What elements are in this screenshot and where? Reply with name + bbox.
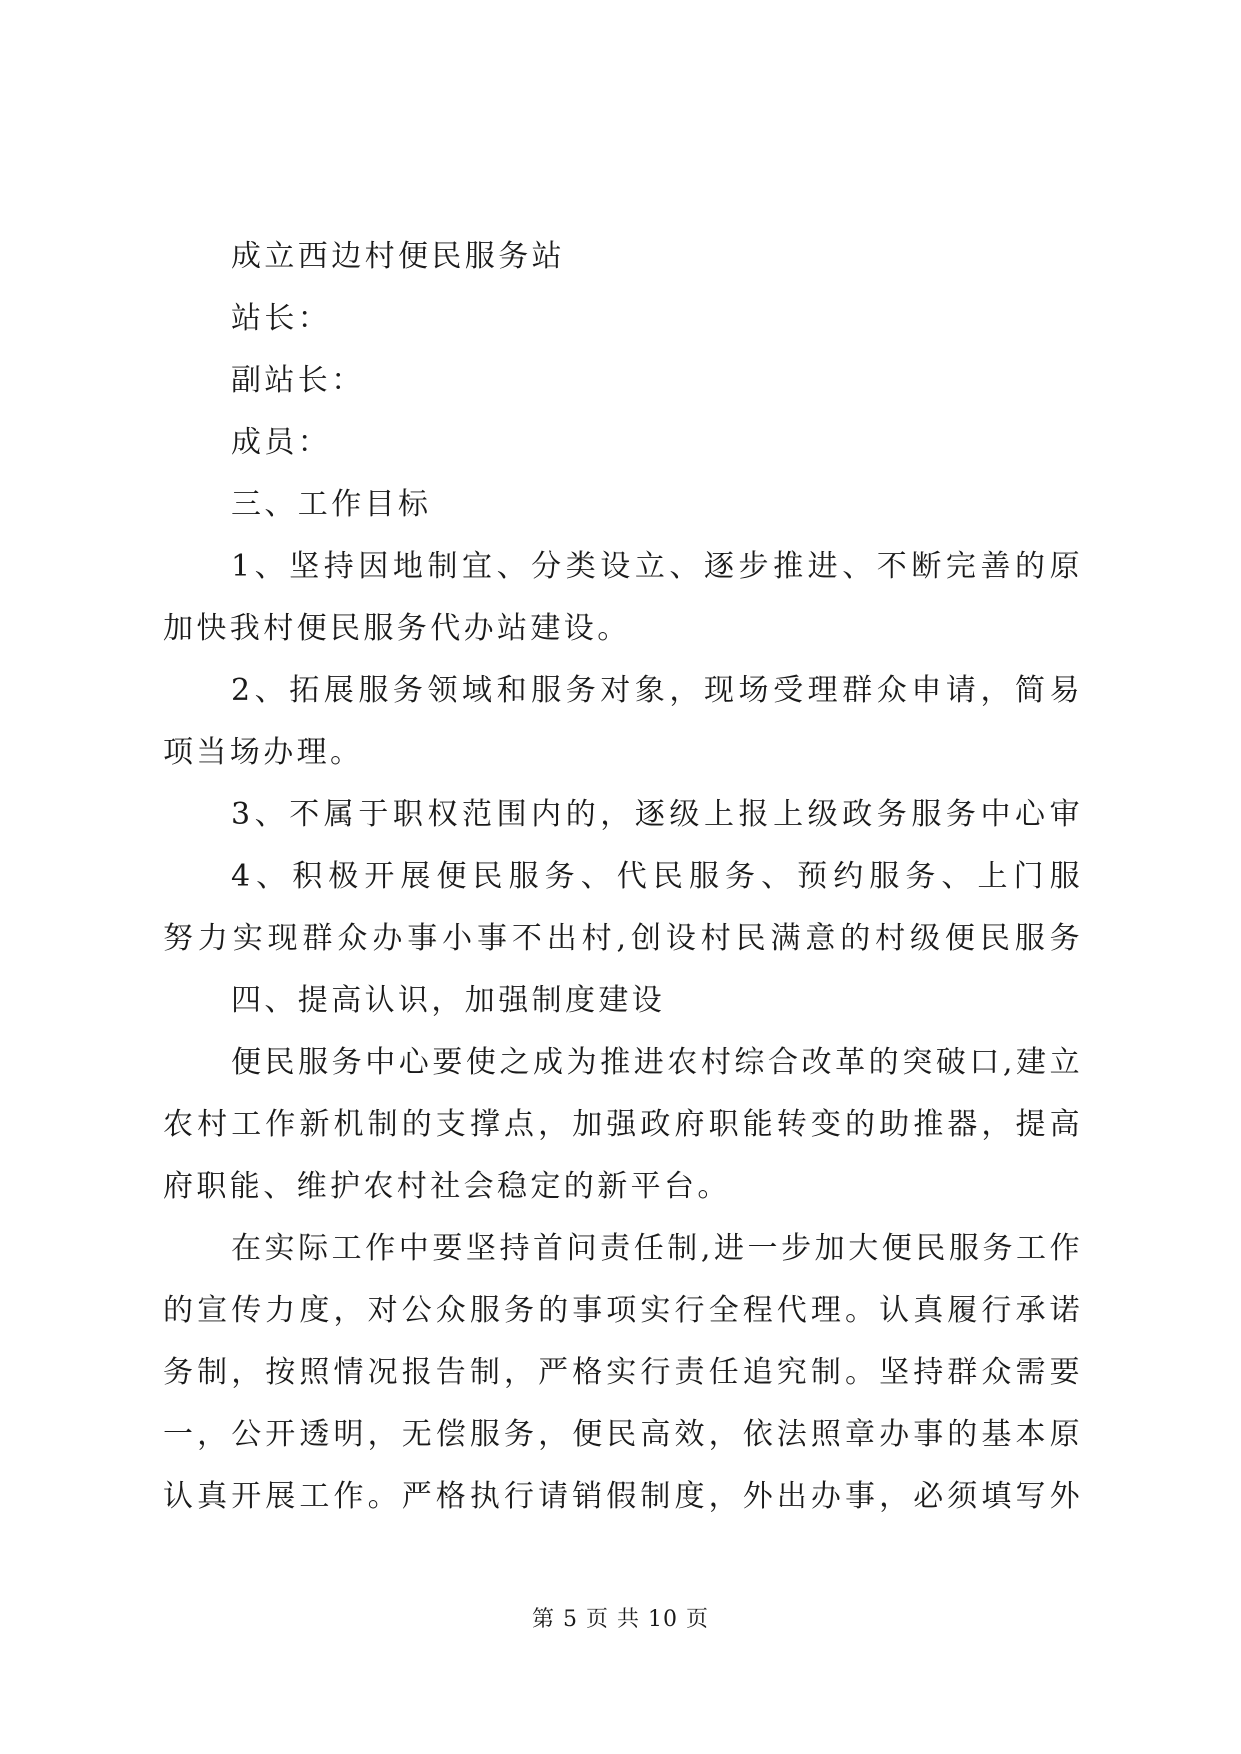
document-body xyxy=(163,226,1083,1528)
section-heading: 三、工作目标 xyxy=(231,487,432,522)
page-number-footer: 第 5 页 共 10 页 xyxy=(532,1607,709,1632)
text-line: 4、积极开展便民服务、代民服务、预约服务、上门服 xyxy=(231,859,1083,894)
text-line: 加快我村便民服务代办站建设。 xyxy=(163,611,631,646)
text-line: 认真开展工作。严格执行请销假制度，外出办事，必须填写外 xyxy=(163,1479,1083,1514)
text-line: 在实际工作中要坚持首问责任制,进一步加大便民服务工作 xyxy=(231,1231,1083,1266)
text-line: 一，公开透明，无偿服务，便民高效，依法照章办事的基本原 xyxy=(163,1417,1083,1452)
text-line: 2、拓展服务领域和服务对象，现场受理群众申请，简易 xyxy=(231,673,1083,708)
text-line: 3、不属于职权范围内的，逐级上报上级政务服务中心审 xyxy=(231,797,1083,832)
text-line: 府职能、维护农村社会稳定的新平台。 xyxy=(163,1169,731,1204)
text-line: 便民服务中心要使之成为推进农村综合改革的突破口,建立 xyxy=(231,1045,1083,1080)
text-line: 项当场办理。 xyxy=(163,735,364,770)
text-line: 成立西边村便民服务站 xyxy=(231,239,565,274)
text-line: 努力实现群众办事小事不出村,创设村民满意的村级便民服务 xyxy=(163,921,1083,956)
text-line: 农村工作新机制的支撑点，加强政府职能转变的助推器，提高 xyxy=(163,1107,1083,1142)
text-line: 站长： xyxy=(231,301,332,336)
text-line: 的宣传力度，对公众服务的事项实行全程代理。认真履行承诺 xyxy=(163,1293,1083,1328)
text-line: 副站长： xyxy=(231,363,365,398)
text-line: 1、坚持因地制宜、分类设立、逐步推进、不断完善的原 xyxy=(231,549,1083,584)
text-line: 成员： xyxy=(231,425,332,460)
text-line: 务制，按照情况报告制，严格实行责任追究制。坚持群众需要 xyxy=(163,1355,1083,1390)
section-heading: 四、提高认识，加强制度建设 xyxy=(231,983,666,1018)
